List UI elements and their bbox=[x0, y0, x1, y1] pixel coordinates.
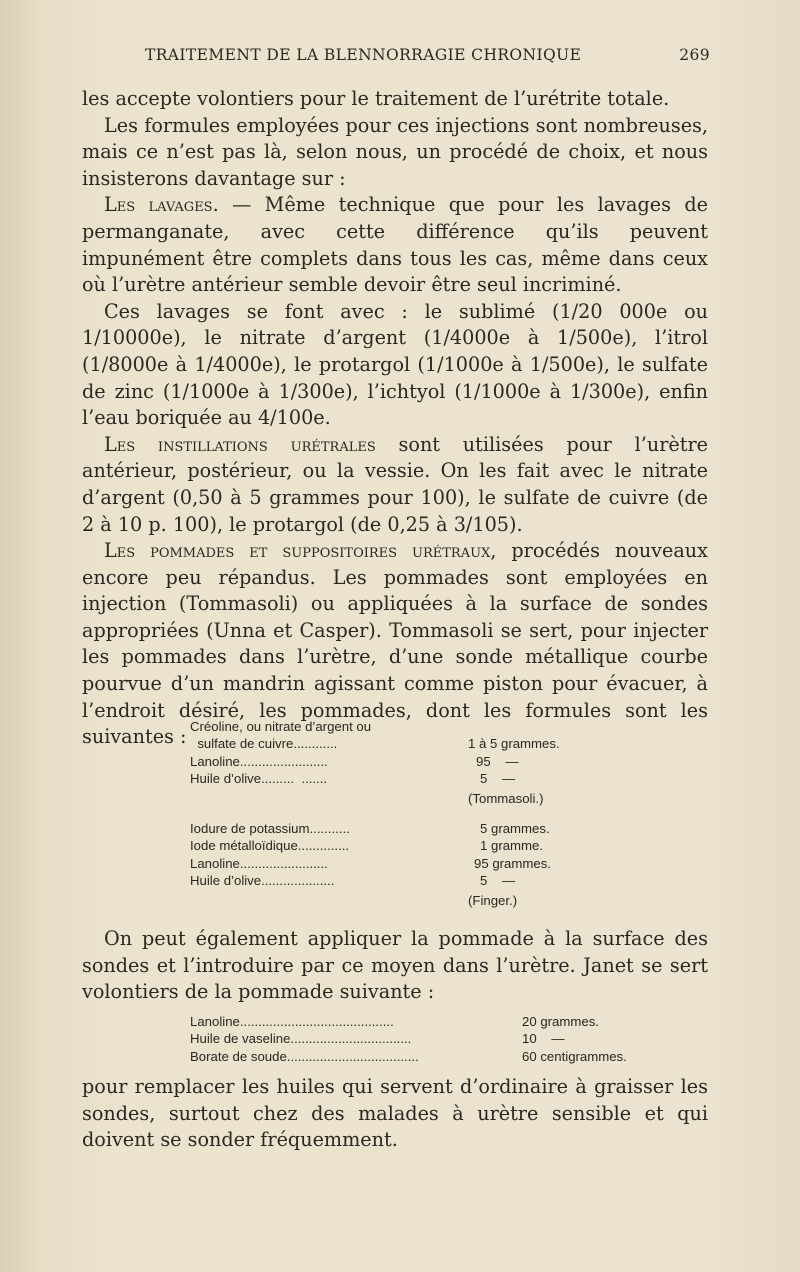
section-heading: Les lavages. bbox=[104, 193, 219, 217]
page-number: 269 bbox=[679, 46, 710, 64]
paragraph-block bbox=[82, 926, 708, 1006]
formula-row: Iode métalloïdique.............. 1 gramme. bbox=[190, 838, 544, 854]
formula-source: (Finger.) bbox=[468, 892, 518, 908]
formula-tommasoli bbox=[190, 718, 580, 807]
formula-row: Huile d’olive......... ....... 5 — bbox=[190, 771, 516, 787]
paragraph: pour remplacer les huiles qui servent d’ordinaire à graisser les sondes, surtout chez des malades à urètre sensible et qui doivent se sonder fréquemment. bbox=[82, 1075, 708, 1152]
paragraph: Les formules employées pour ces injections sont nombreuses, mais ce n’est pas là, selon nous, un procédé de choix, et nous insisterons davantage sur : bbox=[82, 113, 708, 190]
paragraph: Ces lavages se font avec : le sublimé (1/20 000e ou 1/10000e), le nitrate d’argent (1/4000e à 1/500e), l’itrol (1/8000e à 1/4000e), le protargol (1/1000e à 1/500e), le sulfate de zinc (1/1000e à 1/300e), l’ichtyol (1/1000e à 1/300e), enfin l’eau boriquée au 4/100e. bbox=[82, 299, 708, 430]
paragraph bbox=[82, 432, 708, 538]
formula-row: Iodure de potassium........... 5 grammes. bbox=[190, 821, 550, 836]
paragraph bbox=[82, 192, 708, 298]
formula-row: Créoline, ou nitrate d’argent ou bbox=[190, 719, 372, 734]
formula-janet bbox=[190, 1013, 630, 1065]
paragraph-text: sont utilisées pour l’urètre antérieur, postérieur, ou la vessie. On les fait avec le nitrate d’argent (0,50 à 5 grammes pour 100), le sulfate de cuivre (de 2 à 10 p. 100), le protargol (de 0,25 à 3/105). bbox=[82, 432, 708, 536]
formula-row: Huile d’olive.................... 5 — bbox=[190, 873, 516, 889]
main-text bbox=[82, 86, 708, 751]
formula-row: Borate de soude.................................... 60 centigrammes. bbox=[190, 1048, 627, 1064]
paragraph-text: procédés nouveaux encore peu répandus. Les pommades sont employées en injection (Tommasoli) ou appliquées à la surface de sondes appropriées (Unna et Casper). Tommasoli se sert, pour injecter les pommades dans l’urètre, d’une sonde métallique courbe pourvue d’un mandrin agissant comme piston pour évacuer, à l’endroit désiré, les pommades, dont les formules sont les suivantes : bbox=[82, 539, 708, 749]
formula-row: Lanoline........................ 95 grammes. bbox=[190, 855, 551, 871]
paragraph: On peut également appliquer la pommade à la surface des sondes et l’introduire par ce moyen dans l’urètre. Janet se sert volontiers de la pommade suivante : bbox=[82, 927, 708, 1004]
section-heading: Les pommades et suppositoires urétraux, bbox=[104, 539, 497, 563]
formula-row: Lanoline........................ 95 — bbox=[190, 753, 519, 769]
formula-row: Huile de vaseline................................. 10 — bbox=[190, 1031, 565, 1047]
paragraph-block bbox=[82, 1074, 708, 1154]
running-title: TRAITEMENT DE LA BLENNORRAGIE CHRONIQUE bbox=[145, 46, 582, 64]
formula-row: sulfate de cuivre............ 1 à 5 grammes. bbox=[190, 736, 560, 752]
formula-source: (Tommasoli.) bbox=[468, 790, 544, 806]
paragraph-text: — Même technique que pour les lavages de permanganate, avec cette différence qu’ils peuvent impunément être complets dans tous les cas, même dans ceux où l’urètre antérieur semble devoir être seul incriminé. bbox=[82, 193, 708, 297]
running-header bbox=[145, 46, 710, 64]
section-heading: Les instillations urétrales bbox=[104, 432, 376, 456]
formula-finger bbox=[190, 820, 580, 909]
paragraph: les accepte volontiers pour le traitement de l’urétrite totale. bbox=[82, 87, 670, 110]
formula-row: Lanoline.......................................... 20 grammes. bbox=[190, 1014, 599, 1029]
